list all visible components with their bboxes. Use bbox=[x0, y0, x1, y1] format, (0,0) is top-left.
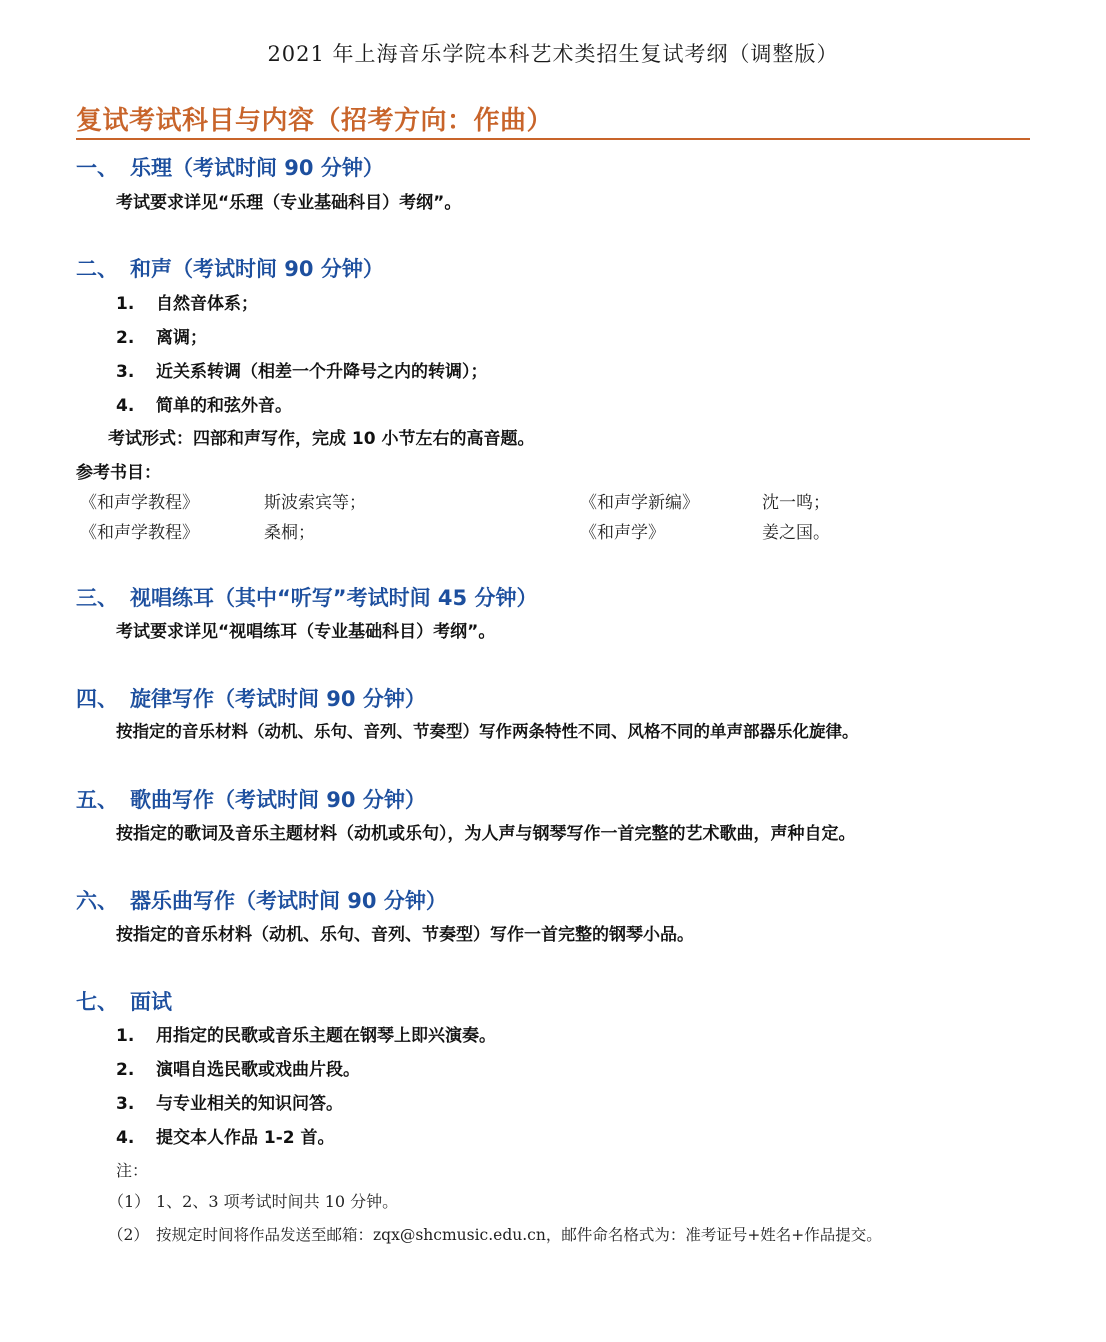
section-1-title bbox=[76, 152, 384, 182]
book-title-4: 《和声学》 bbox=[580, 523, 665, 543]
book-author-1: 斯波索宾等； bbox=[264, 493, 366, 513]
section-6-title-text: 器乐曲写作（考试时间 90 分钟） bbox=[130, 889, 447, 913]
section-6-title bbox=[76, 885, 447, 915]
section-7-item-4 bbox=[116, 1123, 335, 1148]
section-4-number: 四、 bbox=[76, 687, 118, 711]
item-text: 近关系转调（相差一个升降号之内的转调）； bbox=[156, 362, 488, 382]
book-author-4: 姜之国。 bbox=[762, 523, 830, 543]
page-title: 2021 年上海音乐学院本科艺术类招生复试考纲（调整版） bbox=[267, 42, 839, 66]
item-text: 简单的和弦外音。 bbox=[156, 396, 292, 416]
section-2-exam-form: 考试形式：四部和声写作，完成 10 小节左右的高音题。 bbox=[108, 429, 535, 449]
section-7-title bbox=[76, 986, 172, 1016]
section-7-item-3 bbox=[116, 1089, 343, 1114]
section-5-title-text: 歌曲写作（考试时间 90 分钟） bbox=[130, 788, 426, 812]
section-7-title-text: 面试 bbox=[130, 990, 172, 1014]
reference-books-label: 参考书目： bbox=[76, 463, 161, 483]
item-number: 4. bbox=[116, 396, 135, 416]
section-3-text: 考试要求详见“视唱练耳（专业基础科目）考纲”。 bbox=[116, 622, 496, 642]
section-3-title-text: 视唱练耳（其中“听写”考试时间 45 分钟） bbox=[130, 586, 538, 610]
note-text: 1、2、3 项考试时间共 10 分钟。 bbox=[156, 1192, 399, 1211]
item-number: 3. bbox=[116, 1094, 135, 1114]
section-6-text: 按指定的音乐材料（动机、乐句、音列、节奏型）写作一首完整的钢琴小品。 bbox=[116, 925, 694, 945]
section-2-number: 二、 bbox=[76, 257, 118, 281]
book-title-3: 《和声学教程》 bbox=[80, 523, 199, 543]
section-5-title bbox=[76, 784, 426, 814]
note-1 bbox=[108, 1189, 398, 1212]
book-author-3: 桑桐； bbox=[264, 523, 315, 543]
section-3-title bbox=[76, 582, 537, 612]
section-4-title-text: 旋律写作（考试时间 90 分钟） bbox=[130, 687, 426, 711]
section-7-item-2 bbox=[116, 1055, 360, 1080]
section-1-title-text: 乐理（考试时间 90 分钟） bbox=[130, 156, 384, 180]
section-1-text: 考试要求详见“乐理（专业基础科目）考纲”。 bbox=[116, 193, 462, 213]
item-text: 自然音体系； bbox=[156, 294, 258, 314]
section-2-item-1 bbox=[116, 289, 258, 314]
section-3-number: 三、 bbox=[76, 586, 118, 610]
section-7-item-1 bbox=[116, 1021, 496, 1046]
item-text: 离调； bbox=[156, 328, 207, 348]
heading-rule bbox=[76, 138, 1030, 140]
book-title-1: 《和声学教程》 bbox=[80, 493, 199, 513]
section-2-title-text: 和声（考试时间 90 分钟） bbox=[130, 257, 384, 281]
section-2-item-3 bbox=[116, 357, 488, 382]
section-5-text: 按指定的歌词及音乐主题材料（动机或乐句），为人声与钢琴写作一首完整的艺术歌曲，声种自定。 bbox=[116, 824, 856, 844]
section-2-item-4 bbox=[116, 391, 292, 416]
note-number: （2） bbox=[108, 1226, 149, 1244]
item-number: 4. bbox=[116, 1128, 135, 1148]
item-text: 与专业相关的知识问答。 bbox=[156, 1094, 343, 1114]
section-4-title bbox=[76, 683, 426, 713]
main-heading: 复试考试科目与内容（招考方向：作曲） bbox=[76, 106, 554, 136]
note-text: 按规定时间将作品发送至邮箱：zqx@shcmusic.edu.cn，邮件命名格式为：准考证号+姓名+作品提交。 bbox=[156, 1226, 882, 1244]
section-2-title bbox=[76, 253, 384, 283]
note-number: （1） bbox=[108, 1192, 151, 1211]
section-6-number: 六、 bbox=[76, 889, 118, 913]
section-5-number: 五、 bbox=[76, 788, 118, 812]
item-number: 2. bbox=[116, 328, 135, 348]
book-author-2: 沈一鸣； bbox=[762, 493, 830, 513]
item-number: 3. bbox=[116, 362, 135, 382]
section-1-number: 一、 bbox=[76, 156, 118, 180]
note-2 bbox=[108, 1223, 882, 1245]
book-title-2: 《和声学新编》 bbox=[580, 493, 699, 513]
note-label: 注： bbox=[116, 1161, 149, 1180]
section-7-number: 七、 bbox=[76, 990, 118, 1014]
item-text: 用指定的民歌或音乐主题在钢琴上即兴演奏。 bbox=[156, 1026, 496, 1046]
item-number: 2. bbox=[116, 1060, 135, 1080]
section-4-text: 按指定的音乐材料（动机、乐句、音列、节奏型）写作两条特性不同、风格不同的单声部器乐化旋律。 bbox=[116, 722, 859, 741]
item-number: 1. bbox=[116, 294, 135, 314]
item-text: 演唱自选民歌或戏曲片段。 bbox=[156, 1060, 360, 1080]
item-number: 1. bbox=[116, 1026, 135, 1046]
section-2-item-2 bbox=[116, 323, 207, 348]
item-text: 提交本人作品 1-2 首。 bbox=[156, 1128, 335, 1148]
